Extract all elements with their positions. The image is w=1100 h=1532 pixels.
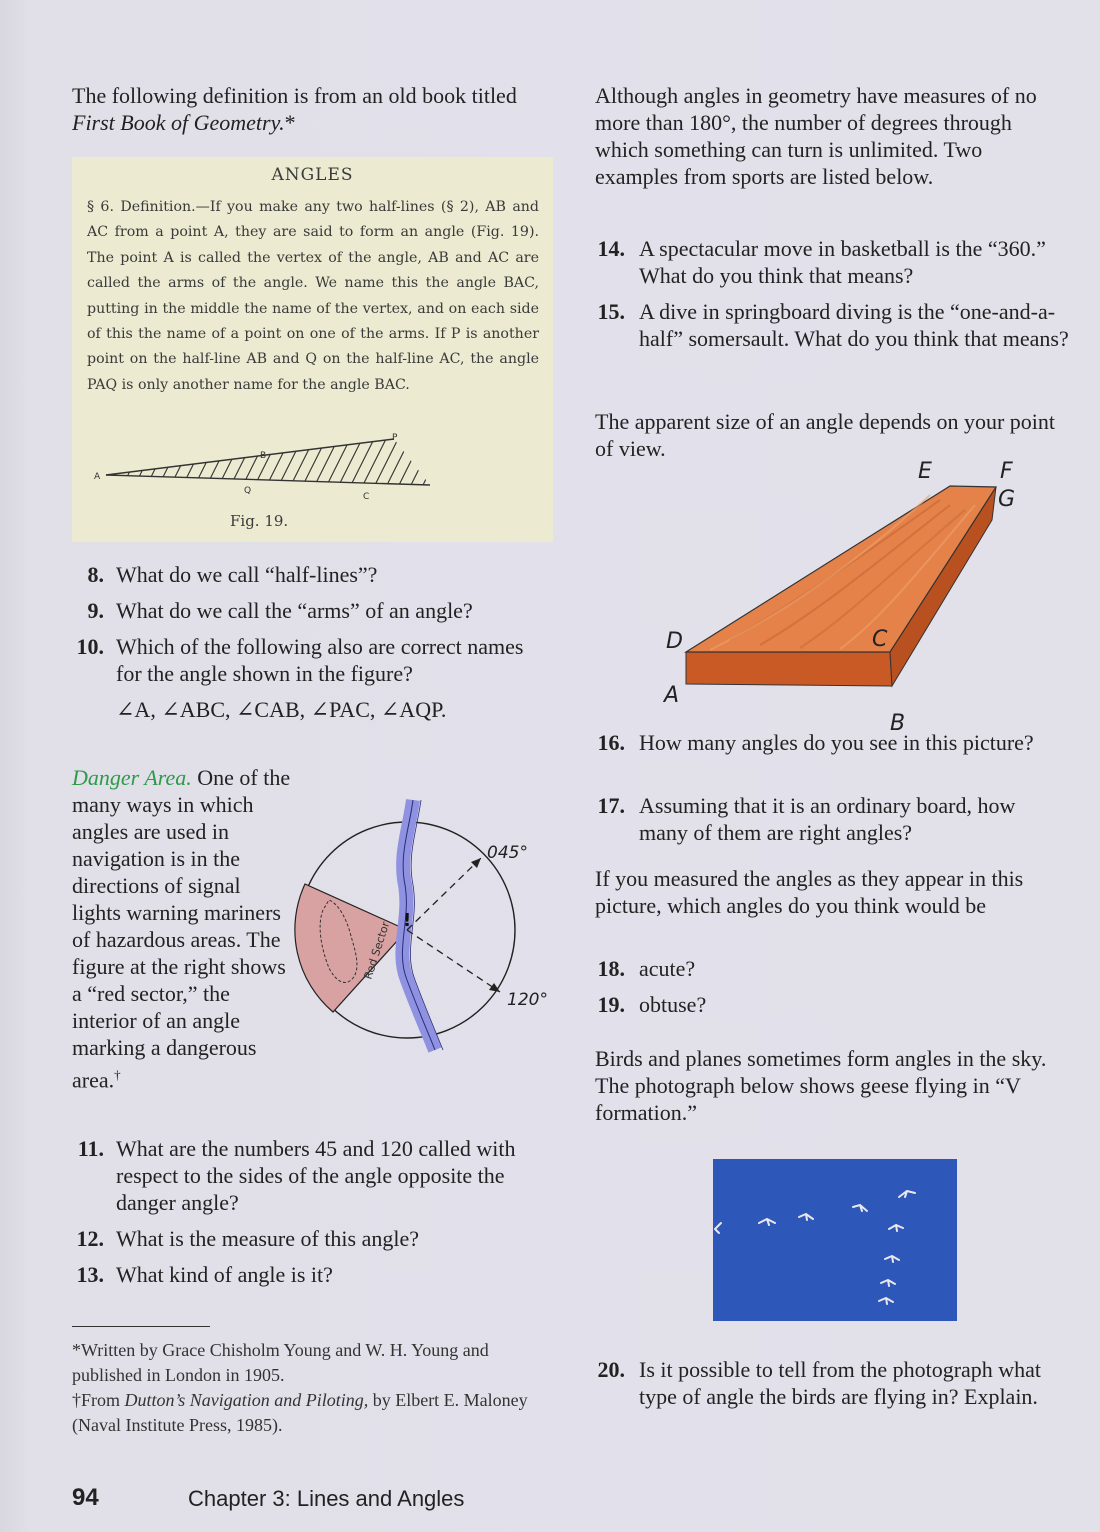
board-figure (650, 450, 1050, 736)
question-text: What do we call the “arms” of an angle? (116, 598, 473, 623)
measured-paragraph: If you measured the angles as they appear in this picture, which angles do you think would be (595, 866, 1024, 918)
danger-mark: ! (403, 910, 412, 931)
intro-text: The following definition is from an old book titled (72, 83, 517, 108)
fig-label-a: A (94, 472, 101, 482)
question-number: 16. (597, 730, 625, 755)
footnote-2 (72, 1388, 542, 1438)
excerpt-heading: ANGLES (271, 165, 354, 185)
footnote-1: *Written by Grace Chisholm Young and W. H. Young and published in London in 1905. (72, 1340, 489, 1385)
question-text: Assuming that it is an ordinary board, how many of them are right angles? (639, 793, 1016, 845)
footnote-2-post: by Elbert E. Maloney (Naval Institute Press, 1985). (72, 1390, 528, 1435)
question-text: What do we call “half-lines”? (116, 562, 378, 587)
fig-label-b: B (260, 451, 267, 461)
question-text: What is the measure of this angle? (116, 1226, 420, 1251)
question-number: 20. (597, 1357, 625, 1382)
old-book-excerpt (72, 157, 553, 542)
excerpt-definition: § 6. Definition.—If you make any two half-lines (§ 2), AB and AC from a point A, they are said to form an angle (Fig. 19). The point A is called the vertex of the angle, AB and AC are called the arms of the angle. We name this the angle BAC, putting in the middle the name of the vertex, and on each side of this the name of a point on one of the arms. If P is another point on the half-line AB and Q on the half-line AC, the angle PAQ is only another name for the angle BAC. (87, 199, 539, 393)
fig-caption: Fig. 19. (230, 512, 289, 530)
footnote-mark: † (114, 1067, 121, 1082)
geese-silhouettes (713, 1159, 957, 1321)
danger-area-paragraph (72, 764, 294, 1093)
footnotes (72, 1338, 542, 1438)
page-number: 94 (72, 1484, 99, 1511)
birds-paragraph: Birds and planes sometimes form angles in the sky. The photograph below shows geese flying in “V formation.” (595, 1046, 1047, 1125)
question-number: 11. (77, 1136, 104, 1161)
question-11 (72, 1135, 552, 1217)
navigation-red-sector-figure (295, 800, 565, 1050)
apparent-size-paragraph: The apparent size of an angle depends on your point of view. (595, 409, 1056, 461)
fig-label-c: C (363, 492, 370, 502)
geese-photograph (713, 1159, 957, 1321)
question-number: 18. (597, 956, 625, 981)
question-text: A dive in springboard diving is the “one-and-a-half” somersault. What do you think that means? (639, 299, 1069, 351)
question-15 (595, 298, 1075, 380)
question-number: 9. (87, 598, 104, 623)
fig-19-angle (72, 427, 553, 512)
red-sector-label: Red Sector (361, 920, 393, 981)
answer-options: ∠A, ∠ABC, ∠CAB, ∠PAC, ∠AQP. (116, 697, 447, 722)
footnote-2-title: Dutton’s Navigation and Piloting, (124, 1390, 369, 1410)
footnote-2-pre: †From (72, 1390, 125, 1410)
board-label-e: E (918, 459, 932, 484)
question-number: 19. (597, 992, 625, 1017)
question-text: obtuse? (639, 992, 707, 1017)
question-text: What kind of angle is it? (116, 1262, 333, 1287)
board-label-a: A (664, 683, 680, 708)
book-title: First Book of Geometry. (72, 110, 285, 135)
board-label-g: G (998, 487, 1016, 512)
question-text: A spectacular move in basketball is the “360.” What do you think that means? (639, 236, 1046, 288)
question-14 (595, 235, 1075, 291)
question-number: 14. (597, 236, 625, 261)
chapter-title: Chapter 3: Lines and Angles (188, 1486, 465, 1511)
question-number: 13. (76, 1262, 104, 1287)
question-text: acute? (639, 956, 696, 981)
question-number: 12. (76, 1226, 104, 1251)
question-number: 17. (597, 793, 625, 818)
fig-label-q: Q (244, 486, 252, 496)
question-17 (595, 792, 1075, 848)
question-20 (595, 1356, 1075, 1438)
question-10 (72, 633, 552, 725)
fig-label-p: P (392, 433, 398, 443)
footnote-mark: * (284, 110, 296, 135)
intro-paragraph (72, 82, 552, 136)
board-label-c: C (872, 627, 888, 652)
footnote-rule (72, 1326, 210, 1327)
danger-area-text: One of the many ways in which angles are used in navigation is in the directions of signal lights warning mariners of hazardous areas. The figure at the right shows a “red sector,” the interior of an angle marking a dangerous area. (72, 765, 291, 1093)
question-text: Which of the following also are correct names for the angle shown in the figure? (116, 634, 524, 686)
board-label-b: B (890, 711, 906, 736)
question-text: Is it possible to tell from the photograph what type of angle the birds are flying in? Explain. (639, 1357, 1042, 1409)
question-number: 10. (76, 634, 104, 659)
question-text: What are the numbers 45 and 120 called with respect to the sides of the angle opposite the danger angle? (116, 1136, 516, 1215)
question-16 (595, 729, 1075, 785)
bearing-120-label: 120° (507, 990, 548, 1010)
question-number: 15. (597, 299, 625, 324)
question-number: 8. (87, 562, 104, 587)
question-text: How many angles do you see in this picture? (639, 730, 1034, 755)
danger-area-title: Danger Area. (72, 765, 192, 790)
board-label-f: F (1000, 459, 1013, 484)
bearing-045-label: 045° (487, 843, 528, 863)
board-label-d: D (666, 629, 683, 654)
sports-intro-paragraph: Although angles in geometry have measures of no more than 180°, the number of degrees through which something can turn is unlimited. Two examples from sports are listed below. (595, 83, 1037, 189)
